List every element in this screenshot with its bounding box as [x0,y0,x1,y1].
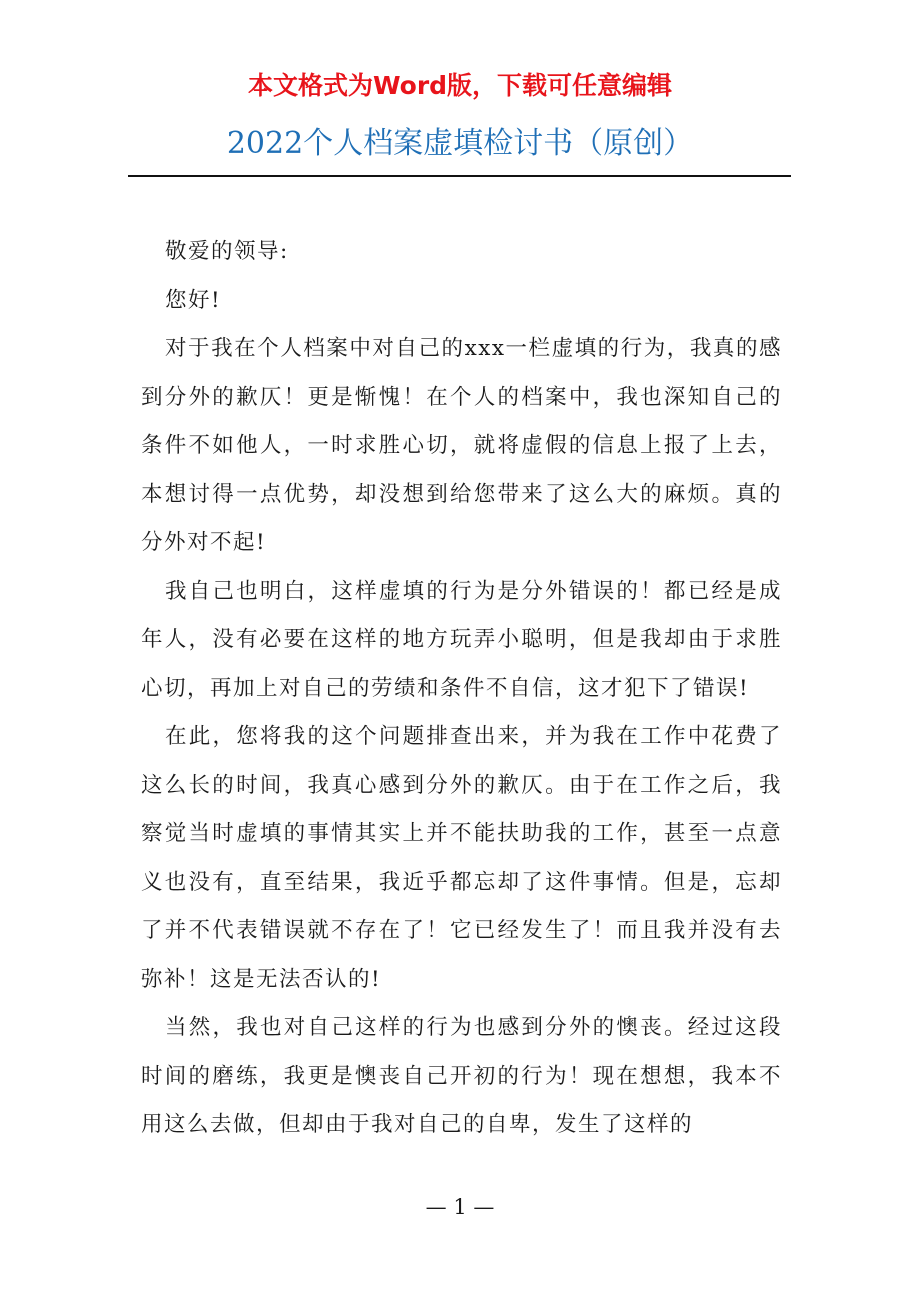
document-title: 2022个人档案虚填检讨书（原创） [226,126,694,161]
page-number: — 1 — [425,1195,495,1219]
document-body [141,228,782,1150]
format-banner: 本文格式为Word版，下载可任意编辑 [247,71,673,100]
title-underline [128,175,791,177]
body-paragraph: 当然，我也对自己这样的行为也感到分外的懊丧。经过这段时间的磨练，我更是懊丧自己开初的行为！现在想想，我本不用这么去做，但却由于我对自己的自卑，发生了这样的 [141,1015,782,1137]
greeting: 您好! [165,287,222,313]
body-paragraph: 对于我在个人档案中对自己的xxx一栏虚填的行为，我真的感到分外的歉仄！更是惭愧！在个人的档案中，我也深知自己的条件不如他人，一时求胜心切，就将虚假的信息上报了上去，本想讨得一点优势，却没想到给您带来了这么大的麻烦。真的分外对不起! [141,336,782,555]
body-paragraph: 在此，您将我的这个问题排查出来，并为我在工作中花费了这么长的时间，我真心感到分外的歉仄。由于在工作之后，我察觉当时虚填的事情其实上并不能扶助我的工作，甚至一点意义也没有，直至结果，我近乎都忘却了这件事情。但是，忘却了并不代表错误就不存在了！它已经发生了！而且我并没有去弥补！这是无法否认的! [141,724,782,992]
body-paragraph: 我自己也明白，这样虚填的行为是分外错误的！都已经是成年人，没有必要在这样的地方玩弄小聪明，但是我却由于求胜心切，再加上对自己的劳绩和条件不自信，这才犯下了错误! [141,578,782,701]
salutation: 敬爱的领导: [165,239,289,264]
